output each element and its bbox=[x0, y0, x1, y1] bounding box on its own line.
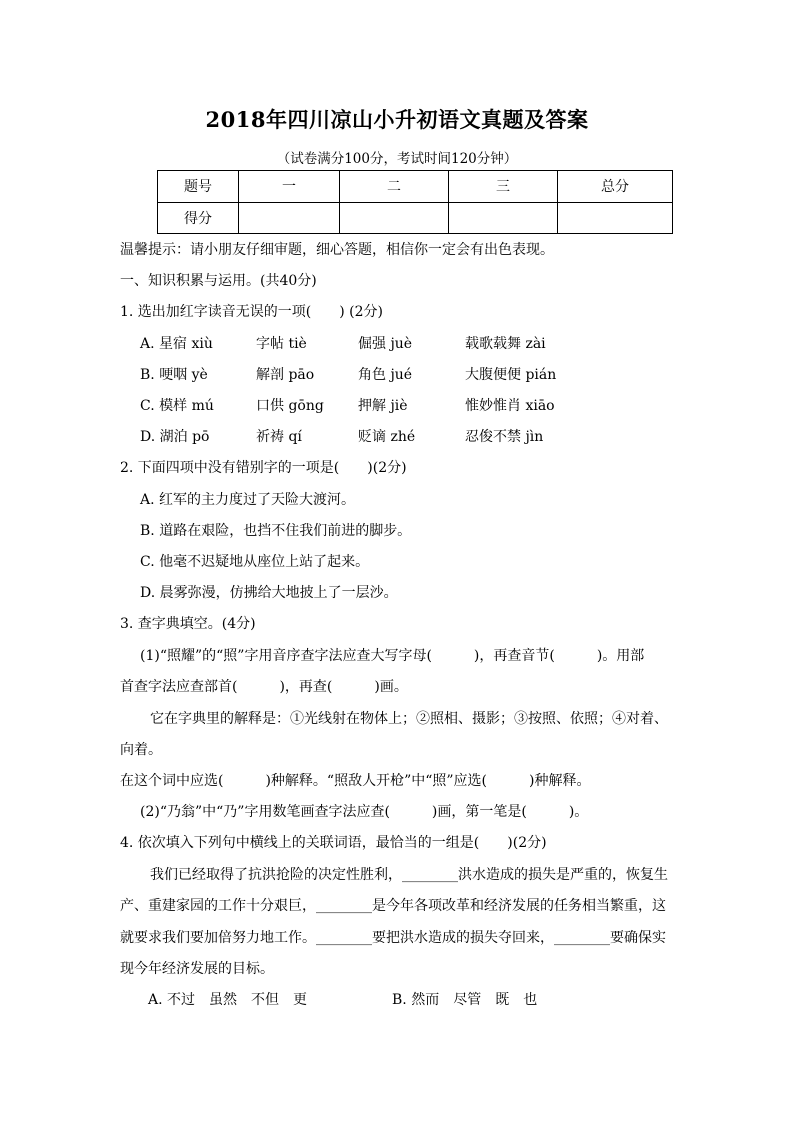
section-heading: 一、知识积累与运用。(共40分) bbox=[120, 273, 317, 289]
page-title: 2018年四川凉山小升初语文真题及答案 bbox=[205, 107, 589, 132]
score-table-header-row bbox=[158, 171, 673, 203]
question-2-option-d: D. 晨雾弥漫，仿拂给大地披上了一层沙。 bbox=[140, 585, 398, 601]
question-3-part-1: (1)“照耀”的“照”字用音序查字法应查大写字母( )，再查音节( )。用部 bbox=[140, 648, 645, 664]
header-cell: 二 bbox=[340, 171, 449, 203]
option-item: 口供 gōng bbox=[256, 398, 324, 414]
option-item: 忍俊不禁 jìn bbox=[465, 429, 544, 445]
question-3-part-1-cont: 首查字法应查部首( )，再查( )画。 bbox=[120, 679, 408, 695]
exam-info: （试卷满分100分，考试时间120分钟） bbox=[276, 151, 518, 167]
score-label-cell: 得分 bbox=[158, 202, 239, 234]
option-label: D. 湖泊 pō bbox=[140, 429, 210, 445]
question-4-option-a: A. 不过 虽然 不但 更 bbox=[148, 992, 308, 1008]
option-item: 角色 jué bbox=[358, 367, 413, 383]
option-item: 载歌载舞 zài bbox=[465, 336, 546, 352]
question-1-stem: 1. 选出加红字读音无误的一项( ) (2分) bbox=[120, 304, 384, 320]
header-cell: 题号 bbox=[158, 171, 239, 203]
option-label: A. 星宿 xiù bbox=[140, 336, 213, 352]
question-2-option-c: C. 他毫不迟疑地从座位上站了起来。 bbox=[140, 554, 370, 570]
score-cell bbox=[340, 202, 449, 234]
question-3-stem: 3. 查字典填空。(4分) bbox=[120, 616, 256, 632]
question-3-definition-cont: 向着。 bbox=[120, 742, 162, 758]
question-3-choice: 在这个词中应选( )种解释。“照敌人开枪”中“照”应选( )种解释。 bbox=[120, 773, 591, 789]
question-2-stem: 2. 下面四项中没有错别字的一项是( )(2分) bbox=[120, 460, 407, 476]
option-item: 贬谪 zhé bbox=[358, 429, 416, 445]
question-3-part-2: (2)“乃翁”中“乃”字用数笔画查字法应查( )画，第一笔是( )。 bbox=[140, 804, 589, 820]
header-cell: 三 bbox=[449, 171, 558, 203]
option-item: 大腹便便 pián bbox=[465, 367, 557, 383]
option-item: 字帖 tiè bbox=[256, 336, 307, 352]
header-cell: 一 bbox=[239, 171, 340, 203]
question-4-passage-line: 现今年经济发展的目标。 bbox=[120, 961, 274, 977]
option-item: 惟妙惟肖 xiāo bbox=[465, 398, 555, 414]
question-4-passage-line: 产、重建家园的工作十分艰巨，________是今年各项改革和经济发展的任务相当繁重，这 bbox=[120, 898, 666, 914]
tip-text: 温馨提示：请小朋友仔细审题，细心答题，相信你一定会有出色表现。 bbox=[120, 242, 554, 258]
question-4-stem: 4. 依次填入下列句中横线上的关联词语，最恰当的一组是( )(2分) bbox=[120, 835, 547, 851]
question-2-option-a: A. 红军的主力度过了天险大渡河。 bbox=[140, 492, 356, 508]
option-label: B. 哽咽 yè bbox=[140, 367, 208, 383]
score-cell bbox=[558, 202, 673, 234]
score-cell bbox=[239, 202, 340, 234]
question-4-passage-line: 就要求我们要加倍努力地工作。________要把洪水造成的损失夺回来，________要确保实 bbox=[120, 930, 666, 946]
header-cell: 总分 bbox=[558, 171, 673, 203]
option-label: C. 模样 mú bbox=[140, 398, 214, 414]
score-table bbox=[157, 170, 673, 234]
option-item: 倔强 juè bbox=[358, 336, 413, 352]
question-4-option-b: B. 然而 尽管 既 也 bbox=[392, 992, 538, 1008]
question-2-option-b: B. 道路在艰险，也挡不住我们前进的脚步。 bbox=[140, 523, 412, 539]
score-table-score-row bbox=[158, 202, 673, 234]
question-4-passage-line: 我们已经取得了抗洪抢险的决定性胜利，________洪水造成的损失是严重的，恢复生 bbox=[150, 867, 668, 883]
score-cell bbox=[449, 202, 558, 234]
option-item: 解剖 pāo bbox=[256, 367, 315, 383]
question-3-definition: 它在字典里的解释是：①光线射在物体上；②照相、摄影；③按照、依照；④对着、 bbox=[150, 711, 668, 727]
option-item: 祈祷 qí bbox=[256, 429, 302, 445]
option-item: 押解 jiè bbox=[358, 398, 408, 414]
